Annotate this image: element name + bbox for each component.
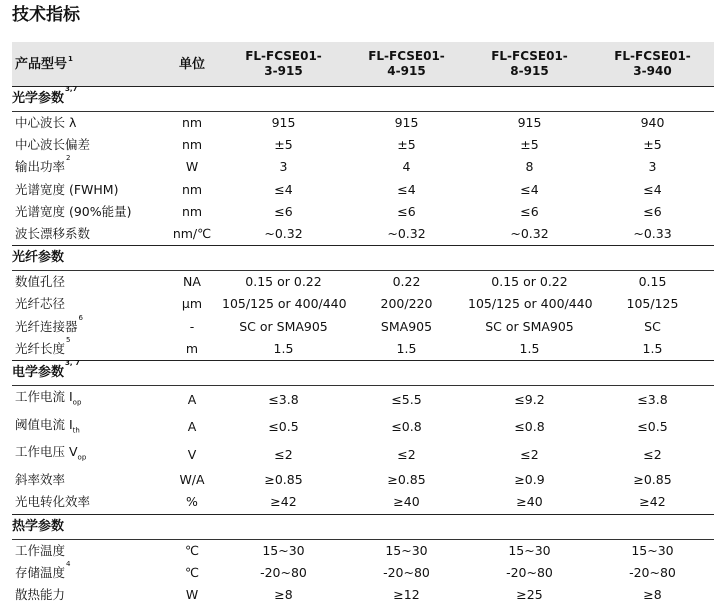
param-value-model-2: SMA905 <box>380 318 433 334</box>
param-value-model-3: ≥25 <box>516 586 543 602</box>
section-title-text: 热学参数 <box>12 518 65 534</box>
param-unit: ℃ <box>184 564 200 580</box>
table-row <box>12 179 714 201</box>
param-value-model-4: ~0.33 <box>633 226 672 242</box>
param-name-text: 输出功率 <box>15 159 66 175</box>
param-name-text: 光纤长度 <box>15 340 66 356</box>
param-value-model-3: 8 <box>525 159 534 175</box>
section-title-text: 光纤参数 <box>12 250 65 266</box>
table-row <box>12 441 714 469</box>
param-name-text: 光纤芯径 <box>15 296 66 312</box>
table-row <box>12 112 714 135</box>
param-value-model-1: ≤6 <box>274 203 293 219</box>
page-title: 技术指标 <box>12 5 80 25</box>
header-model-4: FL-FCSE01- 3-940 <box>591 42 714 87</box>
table-row <box>12 201 714 223</box>
param-value-model-2: ≤6 <box>397 203 416 219</box>
param-unit: m <box>185 340 199 356</box>
section-title-text: 电学参数 <box>12 365 65 381</box>
spec-table <box>12 42 714 606</box>
param-value-model-2: ±5 <box>397 137 416 153</box>
param-name <box>12 134 162 156</box>
param-value-model-2: 15~30 <box>345 539 468 562</box>
param-value-model-4: 105/125 <box>626 296 679 312</box>
table-row <box>12 316 714 338</box>
param-value-model-3: 1.5 <box>519 340 540 356</box>
param-unit: nm <box>181 137 203 153</box>
param-value-model-4: ≤6 <box>643 203 662 219</box>
param-name-text: 光谱宽度 (90%能量) <box>15 203 132 219</box>
param-value-model-3: ≤4 <box>520 181 539 197</box>
param-value-model-3: ≥40 <box>516 494 543 510</box>
param-name <box>12 335 162 361</box>
spec-table-body <box>12 42 714 606</box>
param-value-model-4: SC <box>644 318 661 334</box>
param-value-model-2: ≤5.5 <box>345 386 468 414</box>
param-subscript: op <box>72 398 82 407</box>
param-subscript: op <box>77 453 87 462</box>
param-value-model-1: -20~80 <box>260 564 307 580</box>
section-title <box>12 514 714 539</box>
param-unit: - <box>189 318 195 334</box>
param-value-model-2: ≤2 <box>397 447 416 463</box>
param-unit: nm <box>162 112 222 135</box>
param-name <box>12 386 162 414</box>
table-row <box>12 584 714 606</box>
param-name <box>12 539 162 562</box>
param-value-model-2: ≤4 <box>397 181 416 197</box>
param-unit: W <box>185 159 199 175</box>
param-value-model-1: 105/125 or 400/440 <box>222 296 347 312</box>
param-value-model-1: 3 <box>279 159 288 175</box>
param-value-model-1: ≥0.85 <box>264 472 303 488</box>
param-value-model-2: 0.22 <box>345 271 468 294</box>
param-value-model-4: 15~30 <box>591 539 714 562</box>
param-value-model-4: ≥0.85 <box>633 472 672 488</box>
param-value-model-4: -20~80 <box>629 564 676 580</box>
param-value-model-2: 1.5 <box>396 340 417 356</box>
param-value-model-4: ≥8 <box>643 586 662 602</box>
param-value-model-4: ≤3.8 <box>591 386 714 414</box>
section-row <box>12 514 714 539</box>
param-value-model-1: ±5 <box>274 137 293 153</box>
section-title <box>12 361 714 386</box>
footnote-marker: 5 <box>66 335 71 344</box>
param-name-text: 波长漂移系数 <box>15 226 91 242</box>
param-value-model-3: ≥0.9 <box>514 472 545 488</box>
footnote-marker: 3,7 <box>65 85 78 93</box>
param-value-model-2: ≤0.8 <box>391 419 422 435</box>
param-value-model-1: 0.15 or 0.22 <box>222 271 345 294</box>
param-value-model-4: ±5 <box>643 137 662 153</box>
param-name-text: 工作电压 V <box>15 444 78 460</box>
footnote-marker: 6 <box>78 313 83 322</box>
param-value-model-4: 940 <box>591 112 714 135</box>
param-name-text: 光电转化效率 <box>15 494 91 510</box>
param-unit: nm/℃ <box>172 226 212 242</box>
param-value-model-1: SC or SMA905 <box>239 318 328 334</box>
table-row <box>12 271 714 294</box>
param-name-text: 光纤连接器 <box>15 318 78 334</box>
param-value-model-2: 915 <box>345 112 468 135</box>
param-name-text: 工作温度 <box>15 542 66 558</box>
param-value-model-1: ~0.32 <box>264 226 303 242</box>
table-row <box>12 469 714 491</box>
param-name-text: 存储温度 <box>15 564 66 580</box>
footnote-marker: 2 <box>66 154 71 163</box>
param-value-model-2: ≥12 <box>393 586 420 602</box>
param-value-model-3: ≤9.2 <box>468 386 591 414</box>
param-name <box>12 201 162 223</box>
param-name <box>12 271 162 294</box>
param-name <box>12 179 162 201</box>
param-value-model-1: 15~30 <box>222 539 345 562</box>
table-row <box>12 156 714 178</box>
param-name-text: 数值孔径 <box>15 274 66 290</box>
param-unit: % <box>186 494 198 510</box>
param-value-model-1: ≤4 <box>274 181 293 197</box>
param-name <box>12 491 162 514</box>
param-value-model-1: 1.5 <box>273 340 294 356</box>
param-subscript: th <box>72 426 80 435</box>
param-unit: ℃ <box>162 539 222 562</box>
param-value-model-1: ≤2 <box>274 447 293 463</box>
table-row <box>12 293 714 315</box>
param-name-text: 中心波长偏差 <box>15 137 91 153</box>
param-value-model-3: ±5 <box>520 137 539 153</box>
param-value-model-4: ≥42 <box>639 494 666 510</box>
table-row <box>12 491 714 514</box>
param-value-model-3: 105/125 or 400/440 <box>468 296 593 312</box>
param-unit: W/A <box>179 472 205 488</box>
header-unit-label: 单位 <box>162 42 222 87</box>
param-value-model-4: ≤0.5 <box>637 419 668 435</box>
header-model-label: 产品型号$^1$ <box>12 42 162 87</box>
param-unit: V <box>187 447 197 463</box>
param-unit: nm <box>181 181 203 197</box>
param-unit: A <box>162 386 222 414</box>
param-name <box>12 293 162 315</box>
param-value-model-3: 0.15 or 0.22 <box>468 271 591 294</box>
param-value-model-1: ≤3.8 <box>222 386 345 414</box>
param-value-model-3: ≤2 <box>520 447 539 463</box>
param-value-model-4: ≤2 <box>643 447 662 463</box>
param-name <box>12 559 162 584</box>
table-row <box>12 223 714 246</box>
param-value-model-4: ≤4 <box>643 181 662 197</box>
param-name <box>12 584 162 606</box>
param-name <box>12 313 162 338</box>
param-value-model-1: ≥42 <box>270 494 297 510</box>
param-value-model-1: 915 <box>222 112 345 135</box>
param-name <box>12 414 162 442</box>
param-unit: μm <box>181 296 203 312</box>
table-row <box>12 414 714 442</box>
param-unit: nm <box>181 203 203 219</box>
param-value-model-3: ≤0.8 <box>514 419 545 435</box>
param-name-text: 中心波长 λ <box>15 115 77 130</box>
param-value-model-2: ≥0.85 <box>387 472 426 488</box>
param-value-model-3: SC or SMA905 <box>485 318 574 334</box>
table-header-row <box>12 42 714 87</box>
header-model-3: FL-FCSE01- 8-915 <box>468 42 591 87</box>
param-name <box>12 441 162 469</box>
section-title <box>12 246 714 271</box>
param-name-text: 光谱宽度 (FWHM) <box>15 181 119 197</box>
param-name-text: 散热能力 <box>15 586 66 602</box>
table-row <box>12 134 714 156</box>
param-value-model-2: -20~80 <box>383 564 430 580</box>
param-value-model-2: ≥40 <box>393 494 420 510</box>
param-value-model-2: 4 <box>402 159 411 175</box>
param-unit: A <box>187 419 197 435</box>
param-name-text: 工作电流 I <box>15 389 73 405</box>
param-name-text: 斜率效率 <box>15 472 66 488</box>
param-name <box>12 156 162 178</box>
table-row <box>12 338 714 361</box>
param-name <box>12 469 162 491</box>
param-value-model-3: ≤6 <box>520 203 539 219</box>
footnote-marker: 3, 7 <box>65 359 80 368</box>
param-unit: NA <box>162 271 222 294</box>
footnote-marker: 1 <box>68 54 73 63</box>
param-value-model-4: 0.15 <box>591 271 714 294</box>
param-value-model-3: -20~80 <box>506 564 553 580</box>
footnote-marker: 4 <box>66 559 71 568</box>
param-value-model-4: 3 <box>648 159 657 175</box>
section-title-text: 光学参数 <box>12 91 65 106</box>
param-unit: W <box>185 586 199 602</box>
param-value-model-3: ~0.32 <box>510 226 549 242</box>
table-row <box>12 539 714 562</box>
section-row <box>12 246 714 271</box>
param-name-text: 阈值电流 I <box>15 416 73 432</box>
param-value-model-1: ≤0.5 <box>268 419 299 435</box>
section-title <box>12 87 714 112</box>
table-row <box>12 562 714 584</box>
param-name <box>12 112 162 135</box>
param-name <box>12 223 162 246</box>
param-value-model-1: ≥8 <box>274 586 293 602</box>
header-model-1: FL-FCSE01- 3-915 <box>222 42 345 87</box>
section-row <box>12 87 714 112</box>
param-value-model-3: 915 <box>468 112 591 135</box>
param-value-model-4: 1.5 <box>642 340 663 356</box>
param-value-model-3: 15~30 <box>468 539 591 562</box>
section-row <box>12 361 714 386</box>
param-value-model-2: ~0.32 <box>387 226 426 242</box>
header-model-2: FL-FCSE01- 4-915 <box>345 42 468 87</box>
table-row <box>12 386 714 414</box>
param-value-model-2: 200/220 <box>380 296 433 312</box>
